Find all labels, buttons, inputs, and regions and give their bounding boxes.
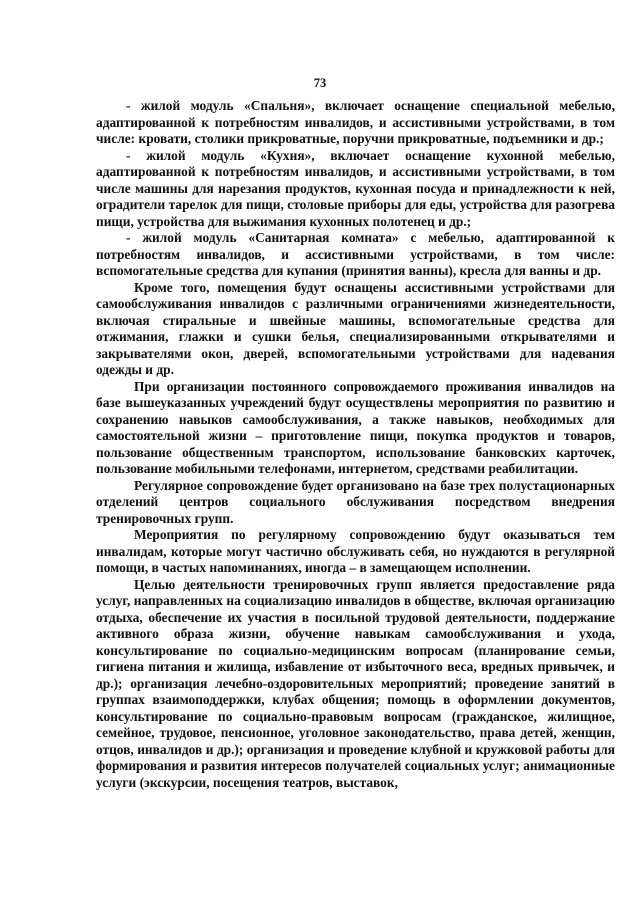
paragraph-regular-accompaniment: Регулярное сопровождение будет организовано на базе трех полустационарных отделений центров социального обслуживания посредством внедрения тренировочных групп. bbox=[96, 477, 615, 526]
paragraph-assistive-devices: Кроме того, помещения будут оснащены ассистивными устройствами для самообслуживания инвалидов с различными ограничениями жизнедеятельности, включая стиральные и швейные машины, вспомогательные средства для отжимания, глажки и сушки белья, специализированными открывателями и закрывателями окон, дверей, вспомогательными устройствами для надевания одежды и др. bbox=[96, 279, 615, 377]
paragraph-kitchen-module: - жилой модуль «Кухня», включает оснащение кухонной мебелью, адаптированной к потребностям инвалидов, и ассистивными устройствами, в том числе машины для нарезания продуктов, кухонная посуда и принадлежности к ней, оградители тарелок для пищи, столовые приборы для еды, устройства для разогрева пищи, устройства для выжимания кухонных полотенец и др.; bbox=[96, 147, 615, 229]
paragraph-accompaniment-measures: Мероприятия по регулярному сопровождению будут оказываться тем инвалидам, которые могут частично обслуживать себя, но нуждаются в регулярной помощи, в частых напоминаниях, иногда – в замещающем исполнении. bbox=[96, 527, 615, 575]
paragraph-permanent-accompaniment: При организации постоянного сопровождаемого проживания инвалидов на базе вышеуказанных учреждений будут осуществлены мероприятия по развитию и сохранению навыков самообслуживания, а также навыков, необходимых для самостоятельной жизни – приготовление пищи, покупка продуктов и товаров, пользование общественным транспортом, использование банковских карточек, пользование мобильными телефонами, интернетом, средствами реабилитации. bbox=[96, 378, 615, 476]
paragraph-bedroom-module: - жилой модуль «Спальня», включает оснащение специальной мебелью, адаптированной к потребностям инвалидов, и ассистивными устройствами, в том числе: кровати, столики прикроватные, поручни прикроватные, подъемники и др.; bbox=[96, 98, 615, 146]
document-body bbox=[96, 98, 615, 791]
paragraph-sanitary-module: - жилой модуль «Санитарная комната» с мебелью, адаптированной к потребностям инвалидов, и ассистивными устройствами, в том числе: вспомогательные средства для купания (принятия ванны), кресла для ванны и др. bbox=[96, 230, 615, 278]
page-number: 73 bbox=[313, 76, 327, 90]
paragraph-training-groups-goal: Целью деятельности тренировочных групп является предоставление ряда услуг, направленных на социализацию инвалидов в обществе, включая организацию отдыха, обеспечение их участия в посильной трудовой деятельности, поддержание активного образа жизни, обучение навыкам самообслуживания и ухода, консультирование по социально-медицинским вопросам (планирование семьи, гигиена питания и жилища, избавление от избыточного веса, вредных привычек, и др.); организация лечебно-оздоровительных мероприятий; проведение занятий в группах взаимоподдержки, клубах общения; помощь в оформлении документов, консультирование по социально-правовым вопросам (гражданское, жилищное, семейное, трудовое, пенсионное, уголовное законодательство, права детей, женщин, отцов, инвалидов и др.); организация и проведение клубной и кружковой работы для формирования и развития интересов получателей социальных услуг; анимационные услуги (экскурсии, посещения театров, выставок, bbox=[96, 576, 615, 790]
